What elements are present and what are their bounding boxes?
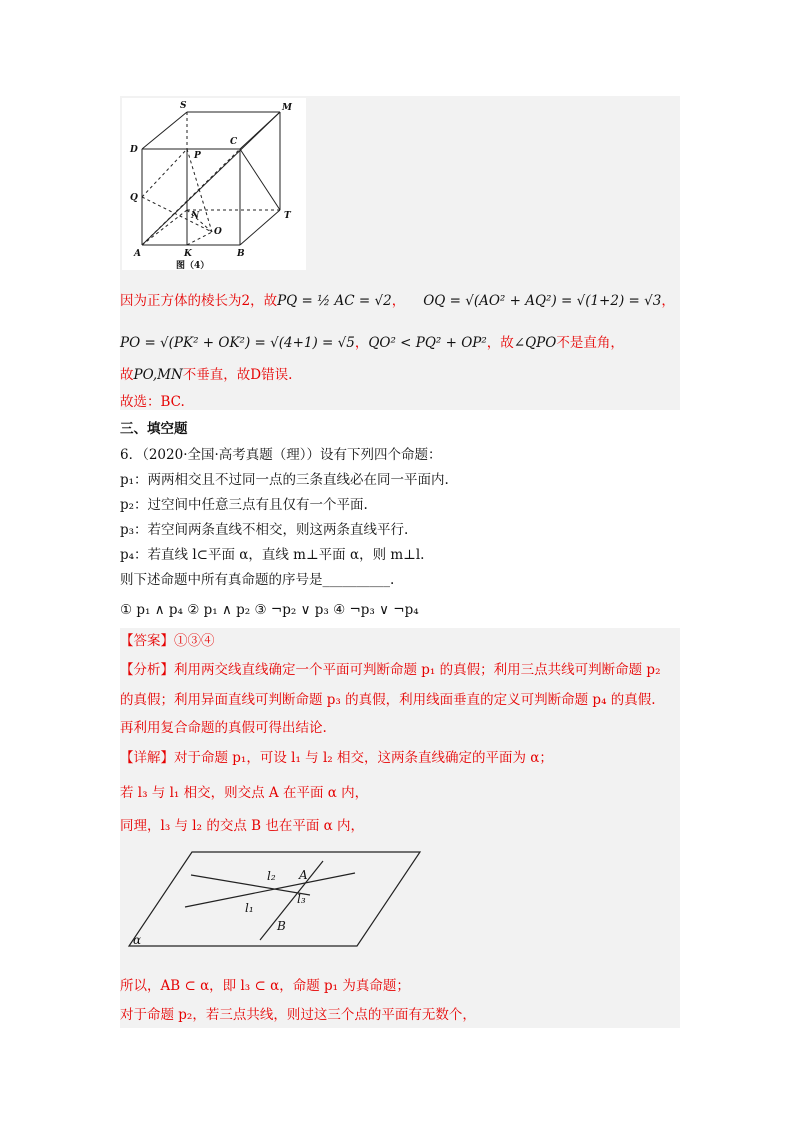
label-M: M <box>282 103 292 113</box>
label-l1: l₁ <box>245 901 254 915</box>
cube-figure <box>122 98 306 270</box>
label-S: S <box>180 101 187 111</box>
label-l2: l₂ <box>267 869 276 883</box>
proposition-p1: p₁：两两相交且不过同一点的三条直线必在同一平面内. <box>120 472 449 488</box>
solution-line-4: 故选：BC. <box>120 394 185 410</box>
label-T: T <box>284 211 291 221</box>
label-B: B <box>237 249 245 259</box>
label-B: B <box>277 919 286 933</box>
answer-line: 【答案】①③④ <box>120 633 215 649</box>
analysis-line-2: 的真假；利用异面直线可判断命题 p₃ 的真假，利用线面垂直的定义可判断命题 p₄ 的真假. <box>120 692 656 708</box>
proposition-p2: p₂：过空间中任意三点有且仅有一个平面. <box>120 497 368 513</box>
section-title: 三、填空题 <box>120 421 188 437</box>
label-C: C <box>230 137 238 147</box>
question-stem: 6．（2020·全国·高考真题（理））设有下列四个命题： <box>120 447 442 463</box>
cube-diagram <box>122 98 306 270</box>
plane-diagram <box>125 845 425 953</box>
solution-line-2: PO = √(PK² + OK²) = √(4+1) = √5，QO² < PQ² + OP²，故∠QPO不是直角， <box>120 335 624 351</box>
detail-line-5: 对于命题 p₂，若三点共线，则过这三个点的平面有无数个， <box>120 1007 476 1023</box>
label-alpha: α <box>133 933 142 947</box>
plane-figure <box>125 845 425 953</box>
label-O: O <box>214 227 222 237</box>
label-K: K <box>184 249 192 259</box>
question-options: ① p₁ ∧ p₄ ② p₁ ∧ p₂ ③ ¬p₂ ∨ p₃ ④ ¬p₃ ∨ ¬p₄ <box>120 602 419 618</box>
analysis-line-3: 再利用复合命题的真假可得出结论. <box>120 720 327 736</box>
solution-line-1: 因为正方体的棱长为2，故PQ = ½ AC = √2， OQ = √(AO² + AQ²) = √(1+2) = √3， <box>120 293 675 309</box>
figure-caption: 图（4） <box>176 261 210 270</box>
detail-line-3: 同理，l₃ 与 l₂ 的交点 B 也在平面 α 内， <box>120 818 365 834</box>
detail-line-4: 所以，AB ⊂ α，即 l₃ ⊂ α，命题 p₁ 为真命题； <box>120 978 410 994</box>
solution-line-3: 故PO,MN不垂直，故D错误. <box>120 367 293 383</box>
label-l3: l₃ <box>297 892 306 906</box>
analysis-line-1: 【分析】利用两交线直线确定一个平面可判断命题 p₁ 的真假；利用三点共线可判断命题 p₂ <box>120 662 661 678</box>
proposition-p3: p₃：若空间两条直线不相交，则这两条直线平行. <box>120 522 409 538</box>
label-A: A <box>134 249 141 259</box>
label-N: N <box>191 211 200 221</box>
label-P: P <box>194 151 201 161</box>
question-ask: 则下述命题中所有真命题的序号是__________. <box>120 572 395 588</box>
detail-line-2: 若 l₃ 与 l₁ 相交，则交点 A 在平面 α 内， <box>120 785 369 801</box>
label-A: A <box>299 868 308 882</box>
label-Q: Q <box>130 193 138 203</box>
proposition-p4: p₄：若直线 l⊂平面 α，直线 m⊥平面 α，则 m⊥l. <box>120 547 425 563</box>
label-D: D <box>130 145 138 155</box>
detail-line-1: 【详解】对于命题 p₁，可设 l₁ 与 l₂ 相交，这两条直线确定的平面为 α； <box>120 750 553 766</box>
